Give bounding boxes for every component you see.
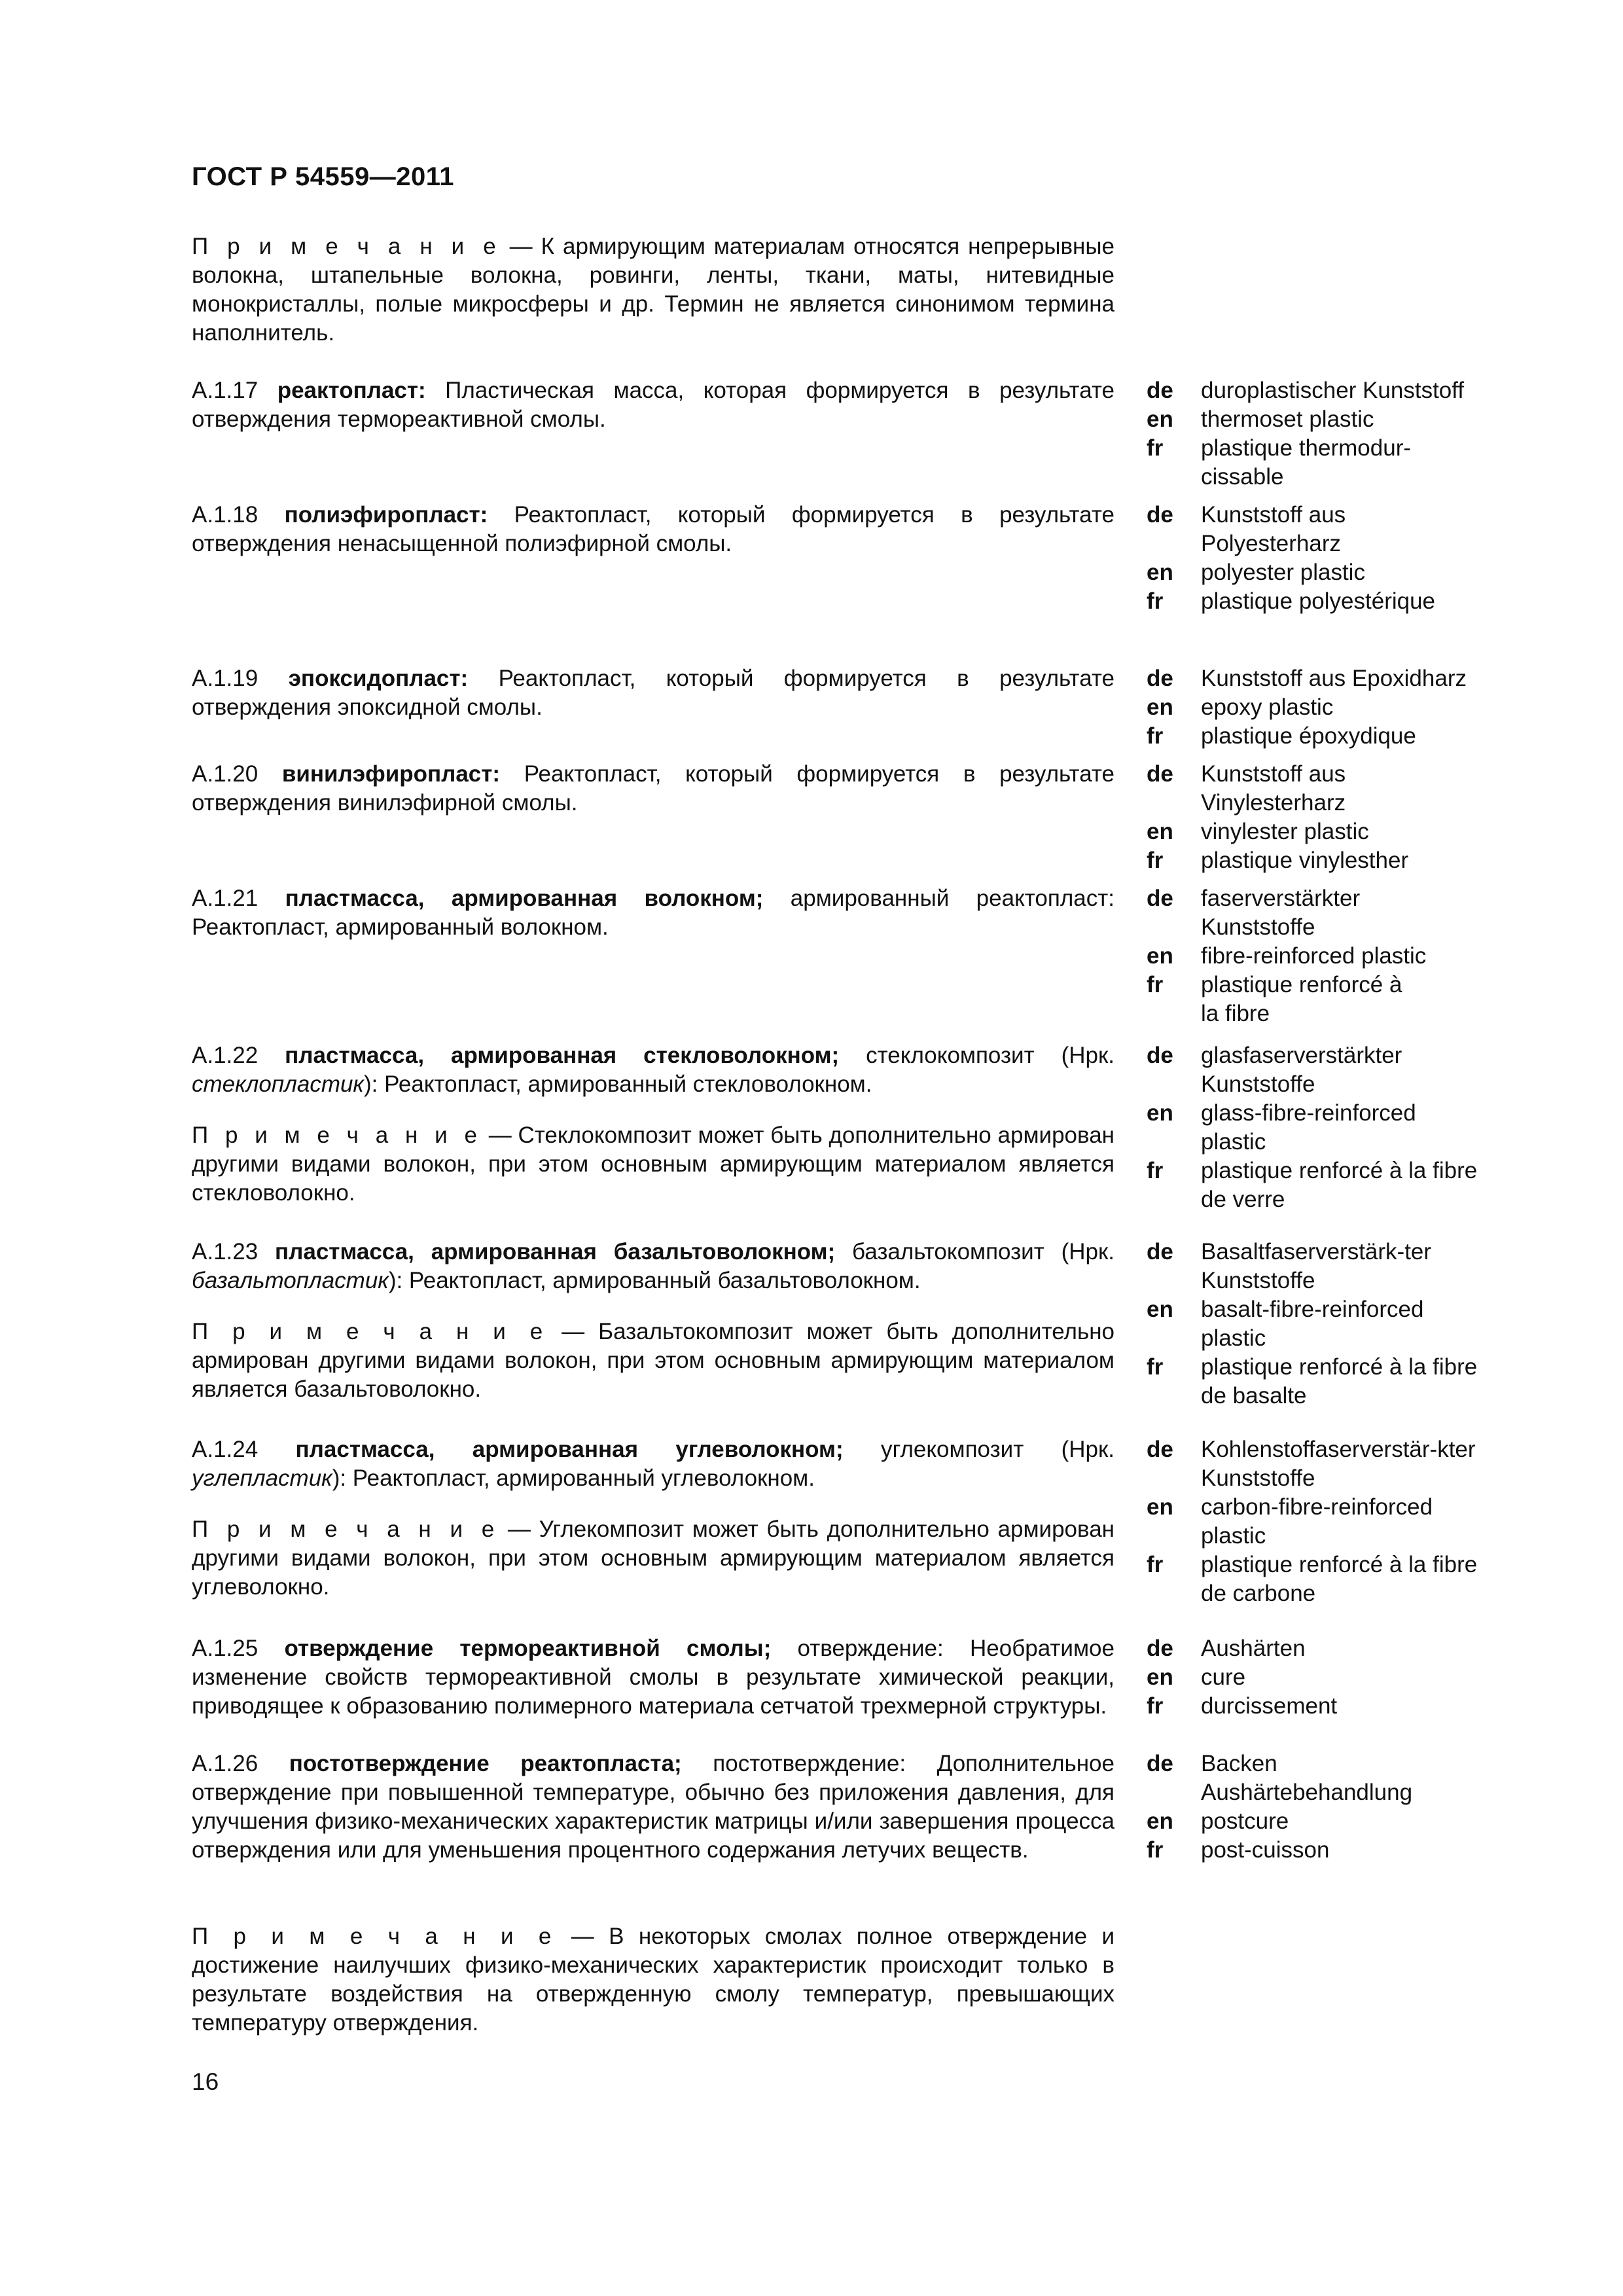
translation-de: Kohlenstoffaserverstär-kter Kunststoffe (1201, 1437, 1476, 1491)
term-entry-a121 (192, 884, 1115, 942)
term-definition-end: ): Реактопласт, армированный стекловолокном. (363, 1071, 872, 1097)
term-name: эпоксидопласт: (288, 666, 469, 691)
translation-fr: plastique renforcé à la fibre (1201, 972, 1402, 1026)
term-definition: постотверждение: Дополнительное отверждение при повышенной температуре, обычно без приложения давления, для улучшения физико-механических характеристик матрицы и/или завершения процесса отверждения или для уменьшения процентного содержания летучих веществ. (192, 1751, 1115, 1863)
lang-code-en: en (1147, 1664, 1173, 1690)
lang-code-de: de (1147, 1437, 1173, 1462)
term-note-a124 (192, 1515, 1115, 1602)
entry-number: А.1.23 (192, 1239, 275, 1265)
lang-code-de: de (1147, 1239, 1173, 1265)
term-entry-a125 (192, 1634, 1115, 1721)
lang-code-fr: fr (1147, 1837, 1164, 1863)
lang-code-fr: fr (1147, 1158, 1164, 1183)
term-entry-a117 (192, 376, 1115, 434)
translation-fr: plastique renforcé à la fibre de carbone (1201, 1552, 1478, 1606)
term-definition-start: базальтокомпозит (Нрк. (835, 1239, 1115, 1265)
translation-fr: durcissement (1201, 1693, 1338, 1719)
translation-fr: plastique renforcé à la fibre de verre (1201, 1158, 1478, 1212)
lang-code-de: de (1147, 1751, 1173, 1776)
lang-code-de: de (1147, 378, 1173, 403)
translation-fr: post-cuisson (1201, 1837, 1330, 1863)
term-definition: Реактопласт, который формируется в результате отверждения ненасыщенной полиэфирной смолы. (192, 502, 1115, 556)
translation-en: epoxy plastic (1201, 694, 1334, 720)
lang-code-de: de (1147, 1043, 1173, 1068)
entry-number: А.1.24 (192, 1437, 296, 1462)
translation-de: Aushärten (1201, 1636, 1306, 1661)
term-definition: Реактопласт, который формируется в результате отверждения эпоксидной смолы. (192, 666, 1115, 720)
term-name: пластмасса, армированная базальтоволокном; (275, 1239, 836, 1265)
translation-fr: plastique vinylesther (1201, 848, 1409, 873)
translation-de: Kunststoff aus Polyesterharz (1201, 502, 1346, 556)
note-text: — Углекомпозит может быть дополнительно армирован другими видами волокон, при этом основным армирующим материалом является углеволокно. (192, 1516, 1115, 1600)
translation-en: fibre-reinforced plastic (1201, 943, 1427, 969)
lang-code-en: en (1147, 1297, 1173, 1322)
lang-code-fr: fr (1147, 1552, 1164, 1577)
lang-code-en: en (1147, 406, 1173, 432)
term-definition-start: стеклокомпозит (Нрк. (839, 1043, 1115, 1068)
page-number: 16 (192, 2068, 219, 2095)
translation-en: glass-fibre-reinforced plastic (1201, 1100, 1416, 1155)
lang-code-fr: fr (1147, 723, 1164, 749)
term-definition: Пластическая масса, которая формируется в результате отверждения термореактивной смолы. (192, 378, 1115, 432)
translation-en: postcure (1201, 1808, 1289, 1834)
note-label: П р и м е ч а н и е (192, 1319, 548, 1344)
term-entry-a120 (192, 760, 1115, 817)
term-name: пластмасса, армированная углеволокном; (295, 1437, 844, 1462)
term-definition-end: ): Реактопласт, армированный углеволокном. (332, 1465, 815, 1491)
entry-number: А.1.21 (192, 886, 285, 911)
term-definition: отверждение: Необратимое изменение свойств термореактивной смолы в результате химической реакции, приводящее к образованию полимерного материала сетчатой трехмерной структуры. (192, 1636, 1115, 1719)
translation-en: thermoset plastic (1201, 406, 1374, 432)
term-name: пластмасса, армированная стекловолокном; (285, 1043, 840, 1068)
lang-code-fr: fr (1147, 972, 1164, 997)
term-definition-start: углекомпозит (Нрк. (843, 1437, 1115, 1462)
term-note-a123 (192, 1318, 1115, 1404)
note-text: — Стеклокомпозит может быть дополнительно армирован другими видами волокон, при этом основным армирующим материалом является стекловолокно. (192, 1122, 1115, 1206)
lang-code-fr: fr (1147, 588, 1164, 614)
term-definition: Реактопласт, который формируется в результате отверждения винилэфирной смолы. (192, 761, 1115, 816)
term-name: реактопласт: (277, 378, 426, 403)
lang-code-de: de (1147, 886, 1173, 911)
entry-number: А.1.26 (192, 1751, 289, 1776)
lang-code-fr: fr (1147, 1693, 1164, 1719)
lang-code-en: en (1147, 1100, 1173, 1126)
note-label: П р и м е ч а н и е (192, 1516, 500, 1542)
translation-en: basalt-fibre-reinforced plastic (1201, 1297, 1424, 1351)
term-note-a126 (192, 1922, 1115, 2037)
lang-code-fr: fr (1147, 848, 1164, 873)
term-name: винилэфиропласт: (281, 761, 501, 787)
lang-code-fr: fr (1147, 1354, 1164, 1380)
translation-de: Kunststoff aus Vinylesterharz (1201, 761, 1346, 816)
entry-number: А.1.17 (192, 378, 277, 403)
lang-code-fr: fr (1147, 435, 1164, 461)
term-definition: армированный реактопласт: Реактопласт, армированный волокном. (192, 886, 1115, 940)
translation-en: cure (1201, 1664, 1246, 1690)
term-entry-a126 (192, 1749, 1115, 1865)
translation-fr: plastique renforcé à la fibre de basalte (1201, 1354, 1478, 1408)
lang-code-de: de (1147, 1636, 1173, 1661)
entry-number: А.1.20 (192, 761, 282, 787)
document-header: ГОСТ Р 54559—2011 (192, 162, 454, 191)
lang-code-en: en (1147, 1808, 1173, 1834)
entry-number: А.1.22 (192, 1043, 285, 1068)
term-entry-a119 (192, 664, 1115, 722)
translation-en: carbon-fibre-reinforced plastic (1201, 1494, 1433, 1549)
note-text: — Базальтокомпозит может быть дополнительно армирован другими видами волокон, при этом основным армирующим материалом является базальтоволокно. (192, 1319, 1115, 1402)
translation-en: polyester plastic (1201, 560, 1365, 585)
translation-de: faserverstärkter Kunststoffe (1201, 886, 1361, 940)
note-label: П р и м е ч а н и е (192, 234, 501, 259)
term-name: постотверждение реактопласта; (289, 1751, 682, 1776)
translation-fr: plastique polyestérique (1201, 588, 1436, 614)
deprecated-term: базальтопластик (192, 1268, 389, 1293)
note-label: П р и м е ч а н и е (192, 1924, 557, 1949)
lang-code-en: en (1147, 943, 1173, 969)
translation-fr: plastique époxydique (1201, 723, 1416, 749)
lang-code-de: de (1147, 666, 1173, 691)
translation-de: Kunststoff aus Epoxidharz (1201, 666, 1467, 691)
term-name: полиэфиропласт: (284, 502, 488, 528)
lang-code-en: en (1147, 560, 1173, 585)
translation-de: glasfaserverstärkter Kunststoffe (1201, 1043, 1402, 1097)
term-entry-a122 (192, 1041, 1115, 1099)
deprecated-term: углепластик (192, 1465, 332, 1491)
term-note-a122 (192, 1121, 1115, 1208)
lang-code-en: en (1147, 694, 1173, 720)
term-definition-end: ): Реактопласт, армированный базальтоволокном. (388, 1268, 921, 1293)
term-entry-a123 (192, 1238, 1115, 1295)
note-text: — К армирующим материалам относятся непрерывные волокна, штапельные волокна, ровинги, ленты, ткани, маты, нитевидные монокристаллы, полые микросферы и др. Термин не является синонимом термина наполнитель. (192, 234, 1115, 346)
term-entry-a124 (192, 1435, 1115, 1493)
lang-code-en: en (1147, 1494, 1173, 1520)
note-text: — В некоторых смолах полное отверждение и достижение наилучших физико-механических характеристик происходит только в результате воздействия на отвержденную смолу температур, превышающих температуру отверждения. (192, 1924, 1115, 2036)
intro-note (192, 232, 1115, 348)
note-label: П р и м е ч а н и е (192, 1122, 482, 1148)
translation-de: Basaltfaserverstärk-ter Kunststoffe (1201, 1239, 1432, 1293)
entry-number: А.1.25 (192, 1636, 285, 1661)
deprecated-term: стеклопластик (192, 1071, 364, 1097)
lang-code-de: de (1147, 502, 1173, 528)
translation-en: vinylester plastic (1201, 819, 1369, 844)
term-entry-a118 (192, 501, 1115, 558)
term-name: пластмасса, армированная волокном; (285, 886, 764, 911)
term-name: отверждение термореактивной смолы; (284, 1636, 772, 1661)
entry-number: А.1.18 (192, 502, 285, 528)
lang-code-de: de (1147, 761, 1173, 787)
translation-de: Backen Aushärtebehandlung (1201, 1751, 1413, 1805)
entry-number: А.1.19 (192, 666, 289, 691)
translation-fr: plastique thermodur-cissable (1201, 435, 1411, 490)
lang-code-en: en (1147, 819, 1173, 844)
translation-de: duroplastischer Kunststoff (1201, 378, 1465, 403)
